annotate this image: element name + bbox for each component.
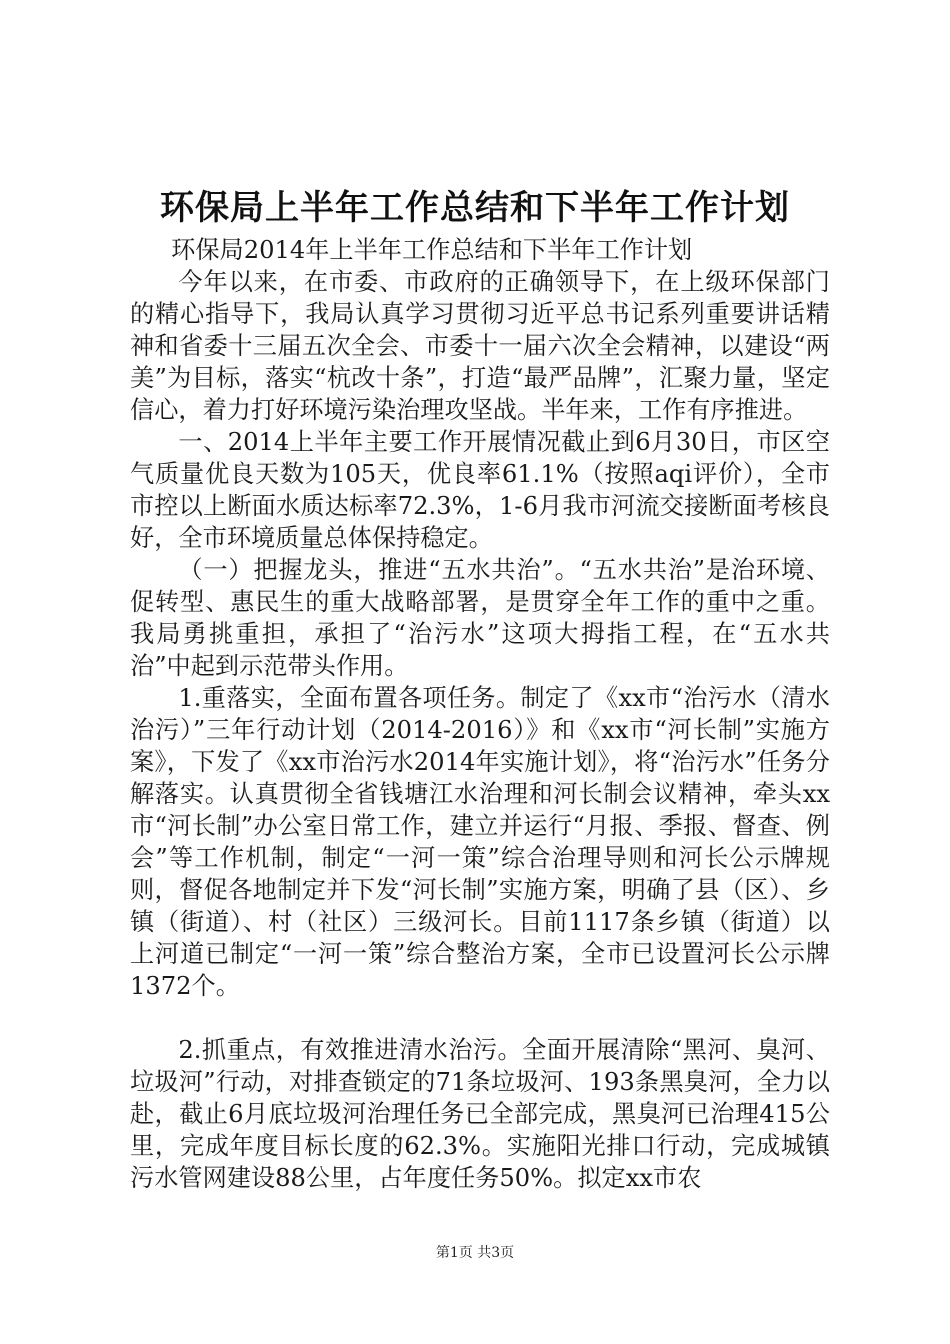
document-body — [130, 234, 830, 1194]
paragraph-item-two: 2.抓重点，有效推进清水治污。全面开展清除“黑河、臭河、垃圾河”行动，对排查锁定的71条垃圾河、193条黑臭河，全力以赴，截止6月底垃圾河治理任务已全部完成，黑臭河已治理415公里，完成年度目标长度的62.3%。实施阳光排口行动，完成城镇污水管网建设88公里，占年度任务50%。拟定xx市农 — [130, 1036, 830, 1192]
paragraph-section-one: 一、2014上半年主要工作开展情况截止到6月30日，市区空气质量优良天数为105天，优良率61.1%（按照aqi评价），全市市控以上断面水质达标率72.3%，1-6月我市河流交接断面考核良好，全市环境质量总体保持稳定。 — [130, 428, 830, 552]
paragraph-item-one: 1.重落实，全面布置各项任务。制定了《xx市“治污水（清水治污）”三年行动计划（2014-2016）》和《xx市“河长制”实施方案》，下发了《xx市治污水2014年实施计划》，将“治污水”任务分解落实。认真贯彻全省钱塘江水治理和河长制会议精神，牵头xx市“河长制”办公室日常工作，建立并运行“月报、季报、督查、例会”等工作机制，制定“一河一策”综合治理导则和河长公示牌规则，督促各地制定并下发“河长制”实施方案，明确了县（区）、乡镇（街道）、村（社区）三级河长。目前1117条乡镇（街道）以上河道已制定“一河一策”综合整治方案，全市已设置河长公示牌1372个。 — [130, 684, 830, 1000]
paragraph-subsection-one: （一）把握龙头，推进“五水共治”。“五水共治”是治环境、促转型、惠民生的重大战略部署，是贯穿全年工作的重中之重。我局勇挑重担，承担了“治污水”这项大拇指工程，在“五水共治”中起到示范带头作用。 — [130, 556, 830, 680]
document-title: 环保局上半年工作总结和下半年工作计划 — [160, 188, 790, 228]
paragraph-intro: 今年以来，在市委、市政府的正确领导下，在上级环保部门的精心指导下，我局认真学习贯彻习近平总书记系列重要讲话精神和省委十三届五次全会、市委十一届六次全会精神，以建设“两美”为目标，落实“杭改十条”，打造“最严品牌”，汇聚力量，坚定信心，着力打好环境污染治理攻坚战。半年来，工作有序推进。 — [130, 268, 830, 424]
document-subtitle: 环保局2014年上半年工作总结和下半年工作计划 — [171, 236, 693, 264]
page-footer: 第1页 共3页 — [435, 1245, 515, 1261]
